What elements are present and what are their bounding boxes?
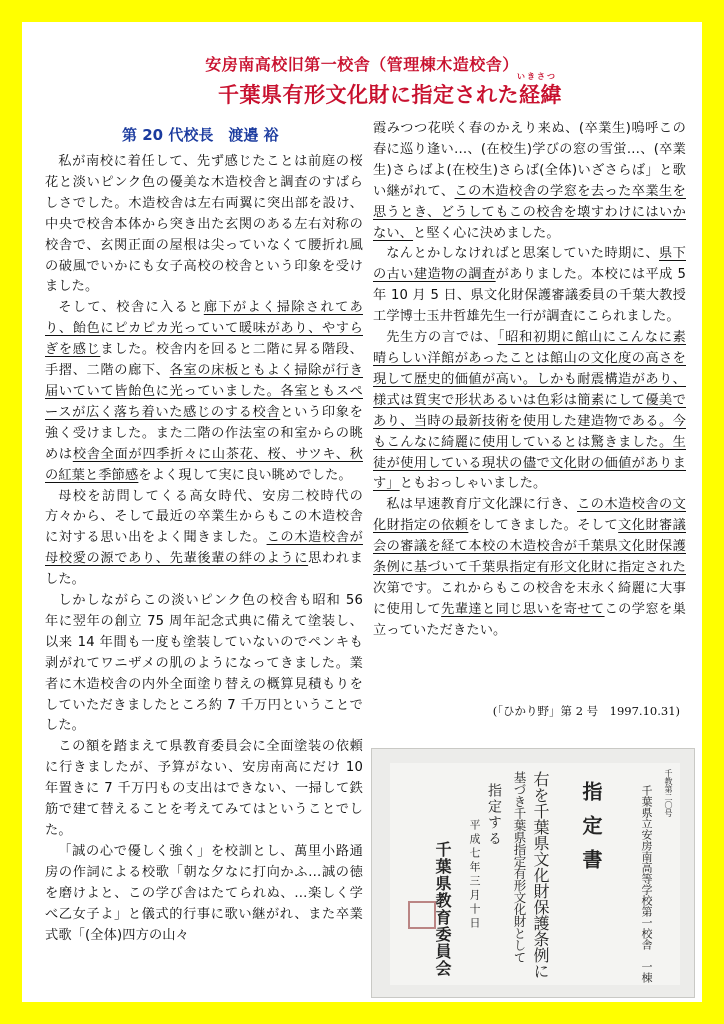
paragraph: 「誠の心で優しく強く」を校訓とし、萬里小路通房の作詞による校歌「朝な夕なに打向かふ…誠の徳を磨けよと、この学び舎はたてられぬ、…楽しく学べ乙女子よ」と儀式的行事に歌い継がれ、また卒業式歌「(全体)四方の山々 bbox=[45, 843, 363, 943]
paragraph: この額を踏まえて県教育委員会に全面塗装の依頼に行きましたが、予算がない、安房南高にだけ 10 年置きに 7 千万円もの支出はできない、一掃して鉄筋で建て替えることを考えてみてはということでした。 bbox=[45, 739, 363, 838]
text-run: そして、校舎に入ると bbox=[58, 300, 204, 316]
certificate-paper bbox=[390, 763, 680, 985]
document-page bbox=[22, 22, 702, 1002]
ruby-annotation: いきさつ bbox=[517, 72, 557, 81]
certificate-issuer: 千葉県教育委員会 bbox=[433, 841, 452, 977]
main-title: 千葉県有形文化財に指定された経緯 bbox=[218, 83, 562, 107]
right-column bbox=[373, 119, 686, 642]
certificate-body-line: 基づき千葉県指定有形文化財として bbox=[512, 771, 527, 963]
underlined-text: 廊下がよく掃除されてあり、飴色にピカピカ光っていて暖味があり、やすらぎを感じ bbox=[45, 300, 363, 358]
text-run: ました。校舎内を回ると二階に昇る階段、手摺、二階の廊下、 bbox=[45, 342, 363, 379]
paragraph bbox=[45, 298, 363, 486]
designation-certificate-image bbox=[371, 748, 695, 998]
text-run: 私は早速教育庁文化課に行き、 bbox=[386, 497, 577, 513]
source-citation: (「ひかり野」第 2 号 1997.10.31) bbox=[492, 704, 680, 718]
subtitle-heading: 安房南高校旧第一校舎（管理棟木造校舎） bbox=[205, 55, 519, 74]
paragraph bbox=[45, 487, 363, 592]
paragraph bbox=[373, 495, 686, 641]
certificate-heading: 指定書 bbox=[579, 781, 603, 883]
text-run: をしてきました。そして bbox=[468, 518, 619, 534]
text-run: 母校を訪問してくる高女時代、安房二校時代の方々から、そして最近の卒業生からもこの木造校舎に対する思い出をよく聞きました。 bbox=[45, 488, 363, 546]
certificate-recipient: 千葉県立安房南高等学校第一校舎 一棟 bbox=[640, 785, 653, 983]
paragraph: 私が南校に着任して、先ず感じたことは前庭の桜花と淡いピンク色の優美な木造校舎と調査のすばらしさでした。木造校舎は左右両翼に突出部を設け、中央で校舎本体から突き出た玄関のある左右対称の校舎で、玄関正面の屋根は尖っていなくて腰折れ風の破風でいかにも女子高校の校舎という印象を受けました。 bbox=[45, 154, 363, 295]
certificate-number: 千教第二〇号 bbox=[664, 769, 673, 817]
text-run: 先生方の言では、 bbox=[386, 330, 498, 346]
text-run: と堅く心に決めました。 bbox=[413, 225, 560, 241]
underlined-text: この木造校舎の文化財指定の依頼 bbox=[373, 497, 687, 534]
underlined-text: 校舎全面が四季折々に山茶花、桜、サツキ、秋の紅葉と季節感 bbox=[45, 446, 363, 483]
text-run: 次第です。これからもこの校舎を末永く綺麗に大事に使用して bbox=[373, 580, 686, 617]
certificate-date: 平成七年三月十日 bbox=[468, 819, 481, 931]
text-run: 霞みつつ花咲く春のかえり来ぬ、(卒業生)嗚呼この春に巡り逢い…、(在校生)学びの窓の雪蛍…、(卒業生)さらばよ(在校生)さらば(全体)いざさらば」と歌い継がれて、 bbox=[373, 121, 686, 199]
author-line: 第 20 代校長 渡邉 裕 bbox=[122, 126, 279, 144]
underlined-text: す」 bbox=[373, 476, 400, 492]
text-run: をよく現して実に良い眺めでした。 bbox=[138, 467, 352, 483]
underlined-text: 「昭和初期に館山にこんなに素晴らしい洋館があったことは館山の文化度の高さを現して歴史的価値が高い。しかも耐震構造があり、様式は質実で形状あるいは色彩は簡素にして優美であり、当時の最新技術を使用した建造物である。今もこんなに綺麗に使用しているとは驚きました。生徒が使用している現状の儘で文化財の価値がありま bbox=[373, 330, 687, 471]
underlined-text: 先輩達と同じ思いを寄せて bbox=[441, 601, 605, 617]
paragraph bbox=[373, 244, 686, 328]
text-run: がありました。本校には平成 5 年 10 月 5 日、県文化財保護審議委員の千葉大教授工学博士玉井哲雄先生一行が調査にこられました。 bbox=[373, 267, 686, 325]
certificate-body-line: 指定する bbox=[486, 783, 502, 847]
left-column bbox=[45, 152, 363, 946]
underlined-text: 県下の古い建造物の調査 bbox=[373, 246, 686, 283]
paragraph bbox=[373, 119, 686, 244]
text-run: この学窓を巣立っていただきたい。 bbox=[373, 601, 687, 638]
underlined-text: この木造校舎が母校愛の源であり、先輩後輩の絆のように bbox=[45, 530, 363, 567]
text-run: という印象を強く受けました。また二階の作法室の和室からの眺めは bbox=[45, 404, 363, 462]
official-seal bbox=[408, 901, 436, 929]
certificate-body-line: 右を千葉県文化財保護条例に bbox=[531, 771, 550, 979]
underlined-text: 各室の床板ともよく掃除が行き届いていて皆飴色に光っていました。各室ともスペースが広く落ち着いた感じのする校舎 bbox=[45, 363, 363, 420]
paragraph: しかしながらこの淡いピンク色の校舎も昭和 56 年に翌年の創立 75 周年記念式典に備えて塗装し、以来 14 年間も一度も塗装していないのでペンキも剥がれてワニザメの肌のようになってきました。業者に木造校舎の内外全面塗り替えの概算見積もりをしていただきましたところ約 7 千万円ということでした。 bbox=[45, 593, 363, 734]
underlined-text: この木造校舎の学窓を去った卒業生を思うとき、どうしてもこの校舎を壊すわけにはいかない、 bbox=[373, 183, 686, 241]
paragraph bbox=[373, 328, 686, 495]
text-run: ともおっしゃいました。 bbox=[399, 476, 547, 492]
text-run: なんとかしなければと思案していた時期に、 bbox=[386, 246, 660, 262]
text-run: 思われました。 bbox=[45, 551, 363, 588]
underlined-text: 文化財審議会の審議を経て本校の木造校舎が千葉県文化財保護条例に基づいて千葉県指定有形文化財に指定された bbox=[373, 518, 686, 576]
